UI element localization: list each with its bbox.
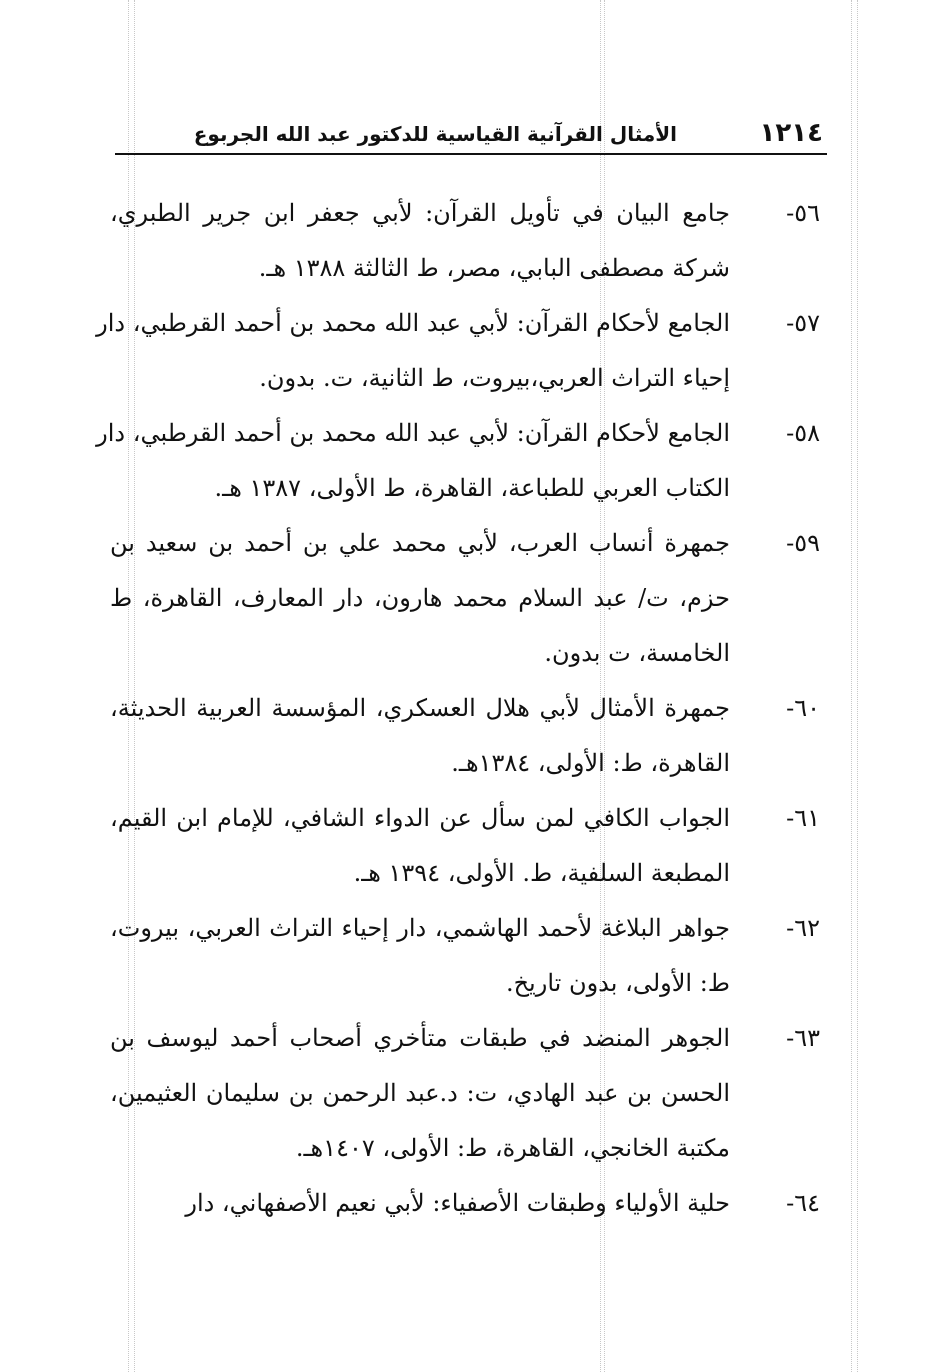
entry-text-line: جمهرة أنساب العرب، لأبي محمد علي بن أحمد بن سعيد بن	[110, 529, 730, 557]
bibliography-list	[96, 186, 820, 1231]
entry-text-line: المطبعة السلفية، ط. الأولى، ١٣٩٤ هـ.	[353, 859, 730, 887]
entry-text-line: جمهرة الأمثال لأبي هلال العسكري، المؤسسة العربية الحديثة،	[110, 694, 730, 722]
entry-text-line: الجامع لأحكام القرآن: لأبي عبد الله محمد بن أحمد القرطبي، دار	[96, 419, 730, 447]
header-rule	[115, 153, 827, 155]
entry-text-line: إحياء التراث العربي،بيروت، ط الثانية، ت. بدون.	[259, 364, 730, 392]
entry-number: ٦٣-	[786, 1024, 820, 1052]
bibliography-entry	[110, 516, 820, 681]
entry-number: ٦٤-	[786, 1189, 820, 1217]
entry-text-line: جامع البيان في تأويل القرآن: لأبي جعفر ابن جرير الطبري،	[110, 199, 730, 227]
entry-text-line: جواهر البلاغة لأحمد الهاشمي، دار إحياء التراث العربي، بيروت،	[110, 914, 730, 942]
scan-artifact-line	[851, 0, 852, 1372]
entry-text-line: الجواب الكافي لمن سأل عن الدواء الشافي، للإمام ابن القيم،	[110, 804, 730, 832]
entry-text-line: ط: الأولى، بدون تاريخ.	[505, 969, 730, 997]
bibliography-entry	[96, 406, 820, 516]
entry-text-line: حلية الأولياء وطبقات الأصفياء: لأبي نعيم الأصفهاني، دار	[185, 1189, 730, 1217]
entry-text-line: حزم، ت/ عبد السلام محمد هارون، دار المعارف، القاهرة، ط	[110, 584, 730, 612]
entry-text-line: الحسن بن عبد الهادي، ت: د.عبد الرحمن بن سليمان العثيمين،	[110, 1079, 730, 1107]
page-header	[115, 112, 825, 154]
entry-number: ٥٨-	[786, 419, 820, 447]
entry-text-line: الجوهر المنضد في طبقات متأخري أصحاب أحمد ليوسف بن	[110, 1024, 730, 1052]
running-title: الأمثال القرآنية القياسية للدكتور عبد الله الجربوع	[193, 122, 677, 146]
entry-text-line: الكتاب العربي للطباعة، القاهرة، ط الأولى، ١٣٨٧ هـ.	[214, 474, 730, 502]
bibliography-entry	[110, 1011, 820, 1176]
entry-text-line: شركة مصطفى البابي، مصر، ط الثالثة ١٣٨٨ هـ.	[258, 254, 730, 282]
scan-artifact-line	[857, 0, 858, 1372]
entry-text-line: القاهرة، ط: الأولى، ١٣٨٤هـ.	[451, 749, 730, 777]
entry-number: ٦٢-	[786, 914, 820, 942]
entry-number: ٦٠-	[786, 694, 820, 722]
bibliography-entry	[110, 901, 820, 1011]
bibliography-entry	[110, 186, 820, 296]
bibliography-entry	[110, 1176, 820, 1231]
entry-text-line: الخامسة، ت بدون.	[544, 639, 730, 667]
bibliography-entry	[110, 681, 820, 791]
entry-text-line: مكتبة الخانجي، القاهرة، ط: الأولى، ١٤٠٧هـ.	[295, 1134, 730, 1162]
bibliography-entry	[110, 791, 820, 901]
bibliography-entry	[96, 296, 820, 406]
entry-number: ٥٧-	[786, 309, 820, 337]
entry-number: ٥٦-	[786, 199, 820, 227]
page-number: ١٢١٤	[759, 118, 823, 148]
entry-number: ٦١-	[786, 804, 820, 832]
entry-number: ٥٩-	[786, 529, 820, 557]
entry-text-line: الجامع لأحكام القرآن: لأبي عبد الله محمد بن أحمد القرطبي، دار	[96, 309, 730, 337]
